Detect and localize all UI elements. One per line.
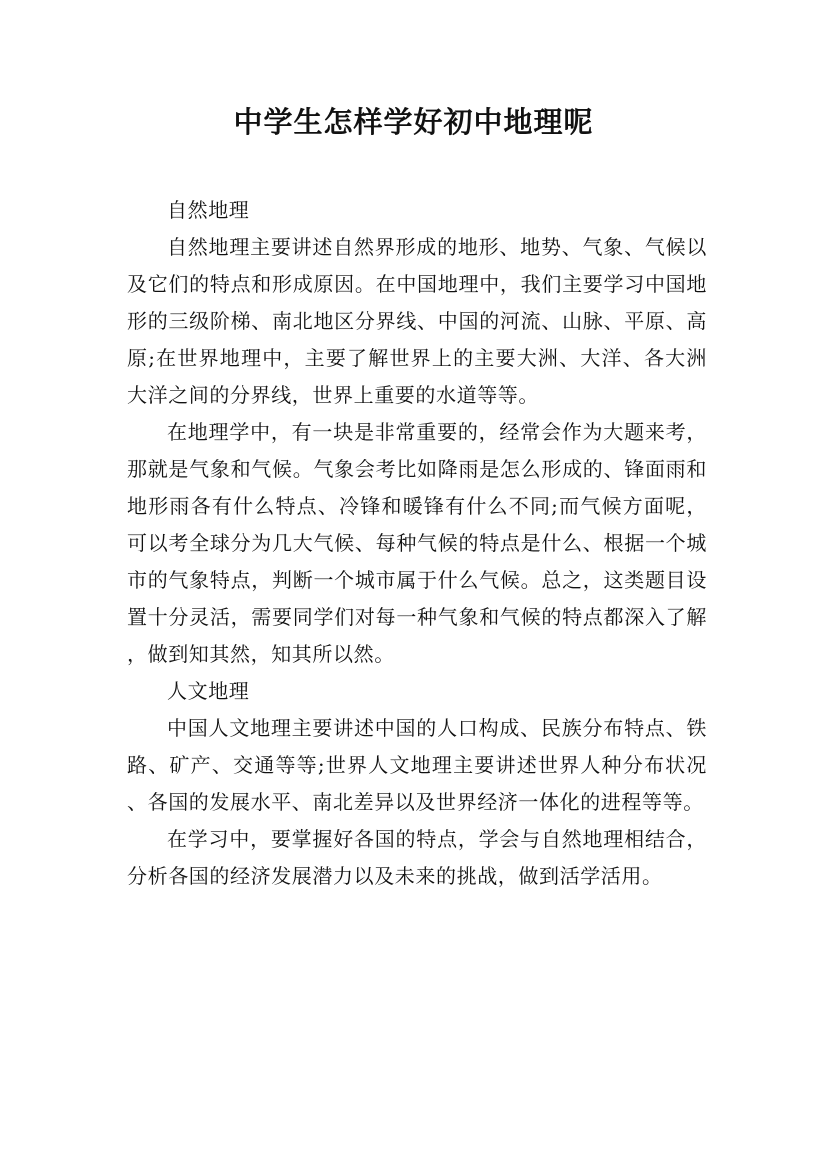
section-natural-geography (127, 192, 707, 673)
section-human-geography (127, 673, 707, 895)
paragraph: 中国人文地理主要讲述中国的人口构成、民族分布特点、铁路、矿产、交通等等;世界人文地理主要讲述世界人种分布状况、各国的发展水平、南北差异以及世界经济一体化的进程等等。 (127, 716, 707, 814)
section-heading: 人文地理 (167, 679, 250, 703)
document-body (127, 192, 707, 895)
paragraph: 在学习中，要掌握好各国的特点，学会与自然地理相结合，分析各国的经济发展潜力以及未来的挑战，做到活学活用。 (127, 827, 707, 888)
section-heading: 自然地理 (167, 198, 250, 222)
document-title: 中学生怎样学好初中地理呢 (233, 105, 594, 139)
paragraph: 在地理学中，有一块是非常重要的，经常会作为大题来考，那就是气象和气候。气象会考比如降雨是怎么形成的、锋面雨和地形雨各有什么特点、冷锋和暖锋有什么不同;而气候方面呢，可以考全球分为几大气候、每种气候的特点是什么、根据一个城市的气象特点，判断一个城市属于什么气候。总之，这类题目设置十分灵活，需要同学们对每一种气象和气候的特点都深入了解，做到知其然，知其所以然。 (127, 420, 707, 666)
paragraph: 自然地理主要讲述自然界形成的地形、地势、气象、气候以及它们的特点和形成原因。在中国地理中，我们主要学习中国地形的三级阶梯、南北地区分界线、中国的河流、山脉、平原、高原;在世界地理中，主要了解世界上的主要大洲、大洋、各大洲大洋之间的分界线，世界上重要的水道等等。 (127, 235, 707, 407)
